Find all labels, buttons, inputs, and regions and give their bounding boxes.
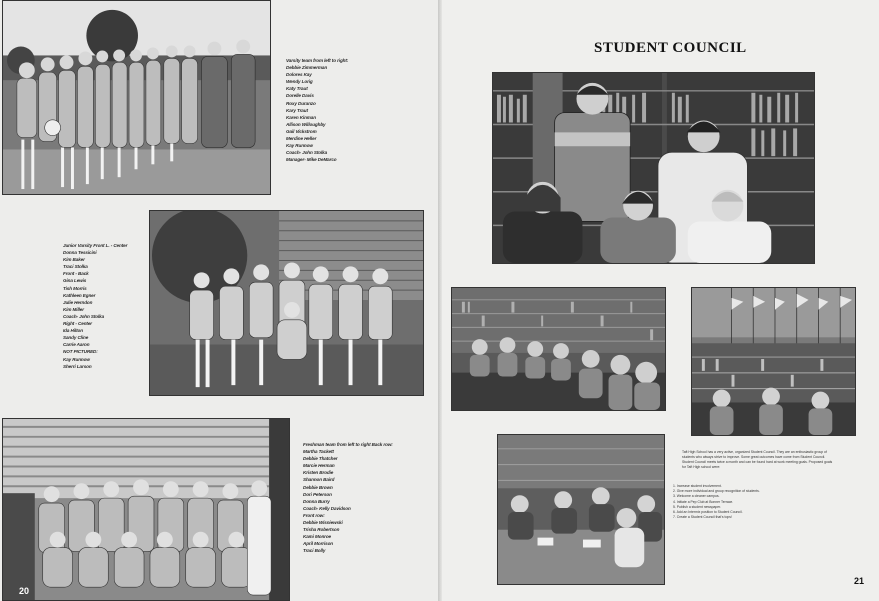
caption-line: Kami Monroe [303, 534, 331, 540]
caption-line: Sherri Larson [63, 363, 92, 369]
caption-line: Freshman team from left to right Back row: [303, 442, 393, 447]
student-council-paragraph: Taft High School has a very active, organized Student Council. They are an enthusiastic group of students who always strive to improve. Some great outcomes have come from Student Council. Student Council meets twice a month and can be found hard at work meeting goals. Proposed goals for Taft High school were: [682, 450, 833, 469]
caption-line: Traci Stolka [63, 264, 88, 270]
caption-line: Merdine Heller [286, 136, 317, 142]
freshman-team-photo [2, 418, 290, 601]
caption-line: Gina Lewis [63, 278, 87, 284]
caption-line: Coach- John Stolka [63, 313, 105, 319]
council-table-photo [497, 434, 665, 585]
caption-line: Roxy Duranzo [286, 100, 316, 106]
goal-item: 5. Publish a student newspaper. [673, 504, 722, 509]
goal-item: 4. Initiate a Pep Club at Bonner Terrace. [673, 499, 734, 504]
caption-line: Dolores Kay [286, 72, 312, 78]
caption-line: Ida Hilton [63, 328, 83, 334]
caption-line: Kristen Brodie [303, 470, 334, 476]
caption-line: Julie Herndon [63, 299, 93, 305]
caption-line: Junior Varsity Front L. - Center [63, 243, 128, 248]
caption-line: Right - Center [63, 321, 92, 327]
caption-line: Kay Runnow [63, 356, 90, 362]
caption-line: Coach- Kelly Davidson [303, 505, 351, 511]
caption-line: Debbie Wisniewski [303, 520, 343, 526]
caption-line: Debbie Brown [303, 484, 333, 490]
caption-line: NOT PICTURED: [63, 349, 98, 355]
varsity-team-photo [2, 0, 271, 195]
goal-item: 7. Create a Student Council that's tops! [673, 515, 732, 520]
caption-line: Karen Kinman [286, 114, 316, 120]
caption-line: Kim Miller [63, 306, 84, 312]
caption-line: Marcie Herman [303, 463, 335, 469]
caption-line: Front row: [303, 512, 325, 518]
page-number-left: 20 [19, 586, 30, 596]
goal-item: 3. Welcome a cleaner campus. [673, 494, 720, 499]
caption-line: Kathleen Egner [63, 292, 96, 298]
goals-list [673, 484, 833, 520]
flags-library-photo [691, 287, 856, 436]
caption-line: Tish Morris [63, 285, 87, 291]
caption-line: Donna Tessicini [63, 250, 97, 256]
caption-line: Gail Vickstrom [286, 128, 317, 134]
caption-line: Debbie Zimmerman [286, 65, 328, 71]
freshman-caption [303, 441, 393, 555]
caption-line: Kim Baker [63, 257, 85, 263]
goal-item: 6. Add an Intermix position to Student Council. [673, 510, 743, 515]
junior-varsity-caption [63, 242, 127, 370]
goal-item: 2. Give more individual and group recognition of students. [673, 489, 760, 494]
student-council-officers-photo [492, 72, 815, 264]
caption-line: Katy Traut [286, 86, 308, 92]
caption-line: Kay Runnow [286, 143, 313, 149]
caption-line: Sandy Cline [63, 335, 89, 341]
caption-line: Manager- Mike DeMarco [286, 157, 337, 163]
caption-line: Trisha Robertson [303, 527, 340, 533]
caption-line: Wendy Lorig [286, 79, 313, 85]
varsity-caption [286, 57, 348, 163]
caption-line: Carrie Aaron [63, 342, 90, 348]
caption-line: Traci Bolly [303, 548, 326, 554]
goal-item: 1. Increase student involvement. [673, 484, 722, 488]
caption-line: Kary Traut [286, 107, 308, 113]
caption-line: Varsity team from left to right: [286, 58, 349, 63]
caption-line: Dorelle Davis [286, 93, 314, 99]
caption-line: Martha Tackett [303, 449, 334, 455]
council-meeting-photo [451, 287, 666, 411]
caption-line: Dori Peterson [303, 491, 332, 497]
caption-line: Coach- John Stolka [286, 150, 328, 156]
caption-line: Allison Willoughby [286, 121, 326, 127]
caption-line: Shannon Baird [303, 477, 335, 483]
caption-line: April Morrison [303, 541, 333, 547]
caption-line: Donna Burry [303, 498, 330, 504]
caption-line: Debbie Thatcher [303, 456, 338, 462]
junior-varsity-team-photo [149, 210, 424, 396]
caption-line: Front - Back [63, 271, 89, 277]
page-number-right: 21 [854, 576, 865, 586]
page-title: STUDENT COUNCIL [594, 40, 747, 56]
